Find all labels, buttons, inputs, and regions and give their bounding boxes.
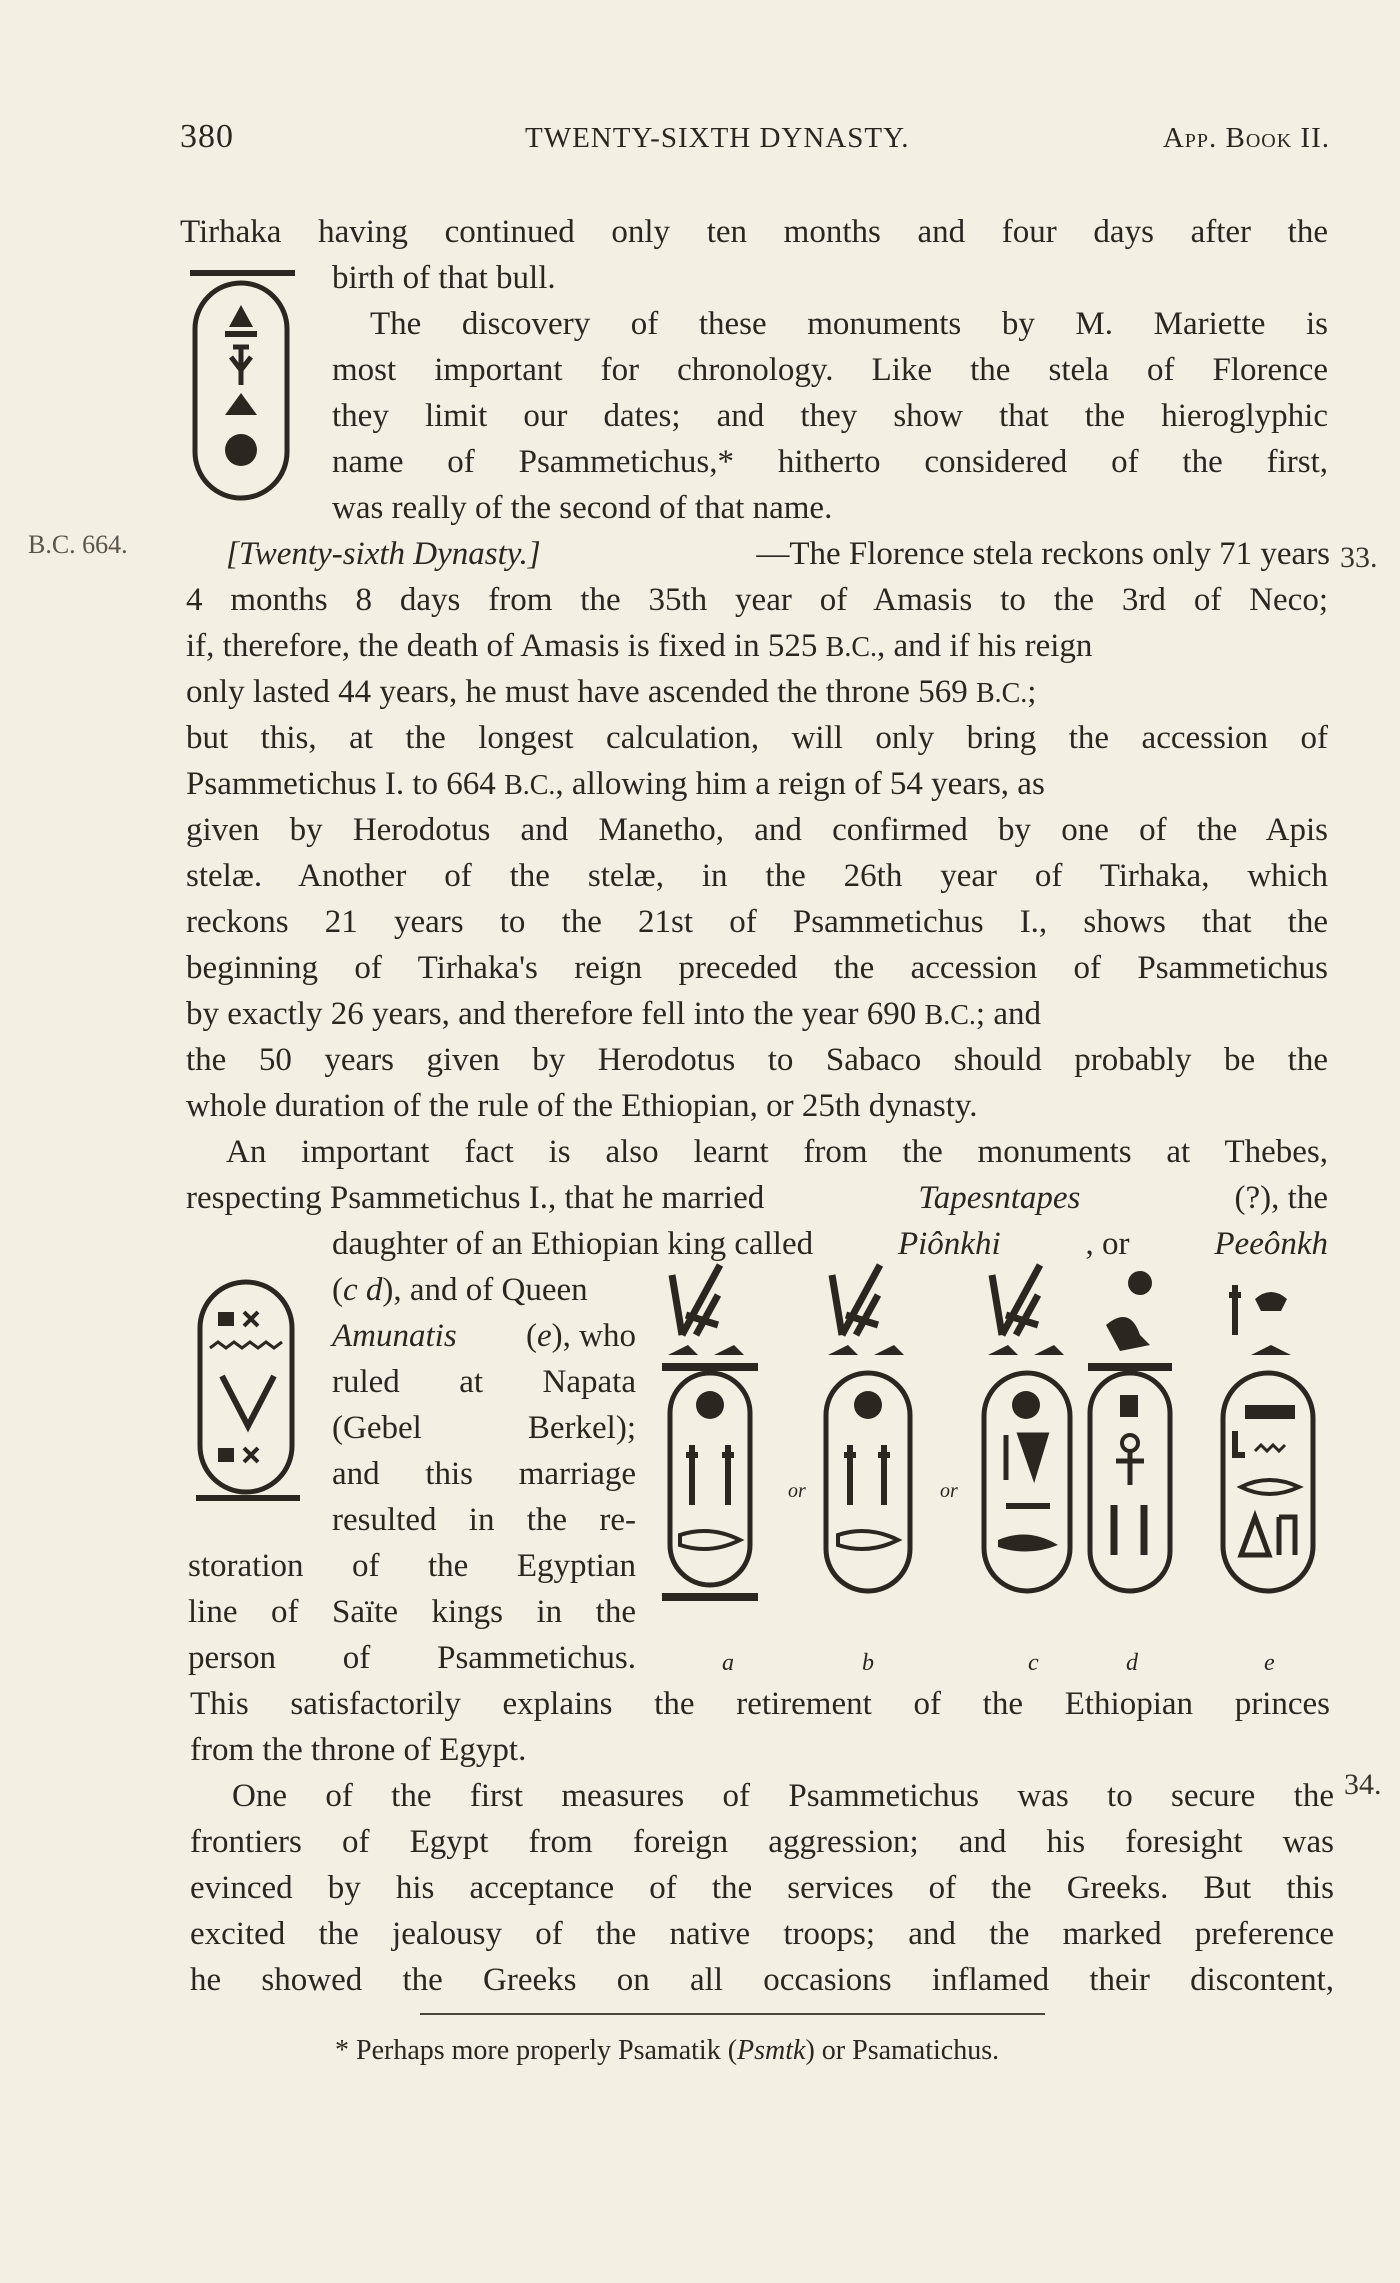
- figure-ref: c d: [343, 1272, 383, 1308]
- footnote-text: ) or Psamatichus.: [805, 2035, 1000, 2066]
- margin-section-33: 33.: [1340, 541, 1378, 574]
- book-reference: App. Book II.: [1162, 122, 1330, 154]
- text-line: An important fact is also learnt from the monuments at Thebes,: [226, 1134, 1328, 1170]
- text-line: [186, 764, 1328, 806]
- text-line: [226, 534, 1330, 574]
- text-line: line of Saïte kings in the: [188, 1594, 636, 1630]
- bc-abbrev: B.C.: [504, 770, 556, 801]
- footnote-divider: [420, 2013, 1045, 2015]
- text-line: [332, 1316, 636, 1356]
- text-line: he showed the Greeks on all occasions inflamed their discontent,: [190, 1962, 1334, 1998]
- figure-ref: e: [537, 1318, 552, 1354]
- text-line: [186, 994, 1328, 1036]
- figure-label-b: b: [862, 1650, 874, 1676]
- text-line: 4 months 8 days from the 35th year of Amasis to the 3rd of Neco;: [186, 582, 1328, 618]
- text-span: by exactly 26 years, and therefore fell into the year 690: [186, 996, 917, 1032]
- text-span: [526, 1316, 636, 1356]
- amunatis-cartouche: [192, 1268, 304, 1508]
- bc-abbrev: B.C.: [924, 1000, 976, 1031]
- figure-label-a: a: [722, 1650, 734, 1676]
- text-span: (: [332, 1272, 343, 1308]
- margin-section-34: 34.: [1344, 1768, 1382, 1801]
- text-line: excited the jealousy of the native troops; and the marked preference: [190, 1916, 1334, 1952]
- text-line: whole duration of the rule of the Ethiopian, or 25th dynasty.: [186, 1088, 978, 1124]
- page-number: 380: [180, 118, 234, 155]
- text-span: ), and of Queen: [382, 1272, 588, 1308]
- text-span: (: [526, 1318, 538, 1354]
- text-span: ;: [1027, 674, 1037, 710]
- footnote-italic: Psmtk: [737, 2035, 806, 2066]
- text-line: frontiers of Egypt from foreign aggression; and his foresight was: [190, 1824, 1334, 1860]
- text-span: —The Florence stela reckons only 71 years: [756, 536, 1330, 572]
- text-line: evinced by his acceptance of the services of the Greeks. But this: [190, 1870, 1334, 1906]
- text-span: , allowing him a reign of 54 years, as: [555, 766, 1045, 802]
- text-line: stelæ. Another of the stelæ, in the 26th year of Tirhaka, which: [186, 858, 1328, 894]
- or-label: or: [940, 1480, 958, 1502]
- text-line: This satisfactorily explains the retirement of the Ethiopian princes: [190, 1686, 1330, 1722]
- text-line: and this marriage: [332, 1456, 636, 1492]
- text-span: only lasted 44 years, he must have ascended the throne 569: [186, 674, 968, 710]
- cartouche-a: [662, 1265, 758, 1601]
- text-span: daughter of an Ethiopian king called: [332, 1226, 814, 1262]
- name-peeonkh: Peeônkh: [1214, 1226, 1328, 1262]
- text-line: resulted in the re-: [332, 1502, 636, 1538]
- text-span: respecting Psammetichus I., that he married: [186, 1180, 765, 1216]
- text-line: [186, 1178, 1328, 1218]
- text-line: but this, at the longest calculation, will only bring the accession of: [186, 720, 1328, 756]
- text-line: person of Psammetichus.: [188, 1640, 636, 1676]
- figure-label-d: d: [1126, 1650, 1138, 1676]
- text-line: [332, 1270, 588, 1310]
- bc-abbrev: B.C.: [975, 678, 1028, 709]
- text-line: Tirhaka having continued only ten months and four days after the: [180, 214, 1328, 250]
- text-line: was really of the second of that name.: [332, 490, 833, 526]
- text-span: , or: [1085, 1226, 1130, 1262]
- text-line: [186, 626, 1328, 668]
- or-label: or: [788, 1480, 806, 1502]
- text-span: if, therefore, the death of Amasis is fixed in 525: [186, 628, 818, 664]
- name-amunatis: Amunatis: [332, 1318, 457, 1354]
- text-line: beginning of Tirhaka's reign preceded the accession of Psammetichus: [186, 950, 1328, 986]
- text-line: (Gebel Berkel);: [332, 1410, 636, 1446]
- text-line: [186, 672, 1328, 714]
- text-line: from the throne of Egypt.: [190, 1732, 527, 1768]
- running-title: TWENTY-SIXTH DYNASTY.: [525, 122, 910, 154]
- text-line: ruled at Napata: [332, 1364, 636, 1400]
- text-span: , and if his reign: [877, 628, 1093, 664]
- name-tapesntapes: Tapesntapes: [918, 1180, 1081, 1216]
- text-span: ), who: [551, 1318, 636, 1354]
- page-header: [180, 118, 1330, 162]
- cartouche-e: [1223, 1285, 1313, 1591]
- text-line: most important for chronology. Like the stela of Florence: [332, 352, 1328, 388]
- cartouche-b: [826, 1265, 910, 1591]
- text-line: birth of that bull.: [332, 260, 556, 296]
- text-line: they limit our dates; and they show that the hieroglyphic: [332, 398, 1328, 434]
- text-span: ; and: [975, 996, 1041, 1032]
- name-pionkhi: Piônkhi: [897, 1226, 1001, 1262]
- text-span: (?), the: [1234, 1180, 1328, 1216]
- cartouche-d: [1088, 1271, 1172, 1591]
- text-line: the 50 years given by Herodotus to Sabaco should probably be the: [186, 1042, 1328, 1078]
- text-span: Psammetichus I. to 664: [186, 766, 496, 802]
- cartouche-c: [984, 1265, 1070, 1591]
- margin-date-note: B.C. 664.: [28, 530, 128, 559]
- bc-abbrev: B.C.: [825, 632, 878, 663]
- text-line: reckons 21 years to the 21st of Psammetichus I., shows that the: [186, 904, 1328, 940]
- footnote-text: * Perhaps more properly Psamatik (: [335, 2035, 738, 2066]
- royal-cartouches-figure: [660, 1255, 1320, 1625]
- text-line: name of Psammetichus,* hitherto considered of the first,: [332, 444, 1328, 480]
- figure-label-e: e: [1264, 1650, 1275, 1676]
- figure-label-c: c: [1028, 1650, 1039, 1676]
- text-line: One of the first measures of Psammetichus was to secure the: [232, 1778, 1334, 1814]
- footnote: [335, 2035, 999, 2067]
- psammetichus-cartouche-top: [185, 265, 300, 505]
- text-line: given by Herodotus and Manetho, and confirmed by one of the Apis: [186, 812, 1328, 848]
- text-line: The discovery of these monuments by M. Mariette is: [370, 306, 1328, 342]
- text-line: storation of the Egyptian: [188, 1548, 636, 1584]
- dynasty-heading: [Twenty-sixth Dynasty.]: [226, 536, 541, 572]
